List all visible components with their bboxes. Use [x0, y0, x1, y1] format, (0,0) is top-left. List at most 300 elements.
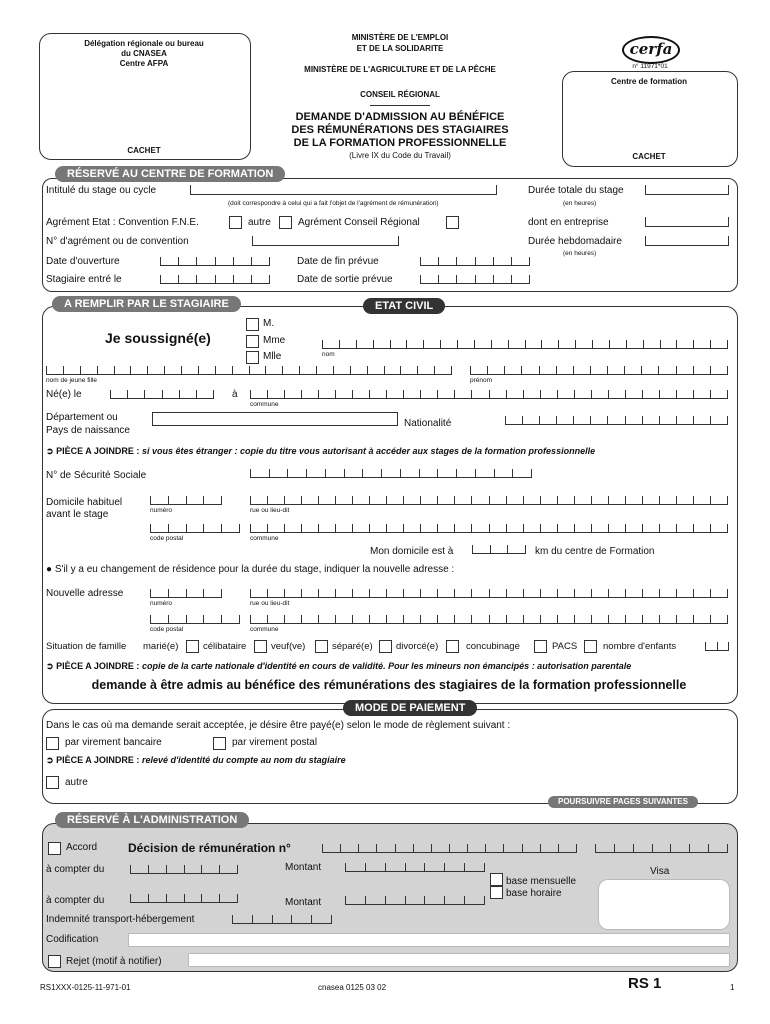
comb-tick [456, 469, 457, 478]
situation-celibataire-label: célibataire [203, 641, 247, 652]
comb-tick [590, 366, 591, 375]
comb-tick [710, 496, 711, 505]
nom-field[interactable] [322, 339, 728, 349]
comb-tick [642, 496, 643, 505]
comb-tick [522, 416, 523, 425]
comb-tick [607, 366, 608, 375]
comb-tick [437, 390, 438, 399]
comb-tick [166, 865, 167, 874]
comb-tick [727, 496, 728, 505]
comb-tick [203, 589, 204, 598]
left-cachet: CACHET [127, 146, 161, 155]
comb-tick [362, 469, 363, 478]
comb-tick [127, 390, 128, 399]
domicile-numero-field[interactable] [150, 495, 222, 505]
comb-tick [471, 589, 472, 598]
rejet-field[interactable] [188, 953, 730, 967]
comb-tick [539, 366, 540, 375]
comb-tick [63, 366, 64, 375]
base-horaire-label: base horaire [506, 888, 562, 899]
comb-tick [184, 894, 185, 903]
autre-checkbox[interactable] [279, 216, 292, 229]
comb-tick [367, 366, 368, 375]
comb-tick [403, 589, 404, 598]
distance-field[interactable] [472, 544, 526, 554]
comb-tick [540, 844, 541, 853]
comb-tick [162, 390, 163, 399]
comb-tick [464, 896, 465, 905]
duree-totale-field[interactable] [645, 185, 729, 195]
stagiaire-tab: A REMPLIR PAR LE STAGIAIRE [52, 296, 241, 312]
comb-tick [322, 340, 323, 349]
comb-tick [540, 615, 541, 624]
comb-tick [574, 496, 575, 505]
cerfa-logo: cerfa [622, 36, 680, 64]
comb-tick [676, 416, 677, 425]
comb-tick [490, 545, 491, 554]
comb-tick [540, 589, 541, 598]
comb-tick [322, 844, 323, 853]
comb-tick [221, 496, 222, 505]
comb-tick [575, 340, 576, 349]
a-compter-field[interactable] [130, 864, 238, 874]
administration-tab: RÉSERVÉ À L'ADMINISTRATION [55, 812, 249, 828]
comb-tick [369, 615, 370, 624]
date-naissance-field[interactable] [110, 389, 214, 399]
comb-tick [489, 524, 490, 533]
date-ouverture-field[interactable] [160, 256, 270, 266]
comb-tick [420, 615, 421, 624]
nom-jeune-fille-field[interactable] [46, 365, 452, 375]
comb-tick [676, 496, 677, 505]
comb-tick [318, 615, 319, 624]
comb-tick [521, 366, 522, 375]
stagiaire-entre-label: Stagiaire entré le [46, 274, 122, 285]
comb-tick [419, 469, 420, 478]
nom-label: nom [322, 351, 335, 358]
accord-checkbox[interactable] [48, 842, 61, 855]
fne-checkbox[interactable] [229, 216, 242, 229]
comb-tick [318, 496, 319, 505]
pays-label: Pays de naissance [46, 425, 130, 436]
decision-field[interactable] [322, 843, 577, 853]
comb-tick [660, 340, 661, 349]
comb-tick [386, 496, 387, 505]
comb-tick [434, 366, 435, 375]
comb-tick [249, 366, 250, 375]
code-postal-label: code postal [150, 535, 184, 542]
comb-tick [403, 496, 404, 505]
demande-admission: demande à être admis au bénéfice des rémunérations des stagiaires de la formation professionnelle [91, 678, 687, 692]
comb-tick [400, 469, 401, 478]
comb-tick [507, 545, 508, 554]
comb-tick [369, 589, 370, 598]
comb-tick [626, 340, 627, 349]
comb-tick [369, 496, 370, 505]
comb-tick [196, 390, 197, 399]
left-box-line1: Délégation régionale ou bureau [84, 39, 204, 48]
nouvelle-numero-label: numéro [150, 600, 173, 607]
nouvelle-cp-field[interactable] [150, 614, 240, 624]
comb-tick [574, 615, 575, 624]
visa-box[interactable] [598, 879, 730, 930]
domicile-cp-field[interactable] [150, 523, 240, 533]
comb-tick [522, 844, 523, 853]
comb-tick [625, 416, 626, 425]
situation-marie-checkbox[interactable] [186, 640, 199, 653]
comb-tick [318, 589, 319, 598]
comb-tick [454, 589, 455, 598]
comb-tick [420, 496, 421, 505]
situation-divorce-checkbox[interactable] [446, 640, 459, 653]
situation-separe-checkbox[interactable] [379, 640, 392, 653]
comb-tick [525, 545, 526, 554]
comb-tick [386, 615, 387, 624]
autre-label: autre [248, 217, 271, 228]
comb-tick [556, 416, 557, 425]
comb-tick [237, 865, 238, 874]
civilite-mme-label: Mme [263, 335, 286, 346]
nouvelle-commune-label: commune [250, 626, 279, 633]
comb-tick [184, 865, 185, 874]
comb-tick [438, 275, 439, 284]
date-sortie-label: Date de sortie prévue [297, 274, 393, 285]
etat-civil-tab: ETAT CIVIL [363, 298, 445, 314]
comb-tick [381, 469, 382, 478]
comb-tick [284, 615, 285, 624]
comb-tick [284, 390, 285, 399]
piece-identite-label: PIÈCE A JOINDRE : [56, 661, 140, 671]
situation-pacs-checkbox[interactable] [584, 640, 597, 653]
numero-label: numéro [150, 507, 173, 514]
comb-tick [494, 469, 495, 478]
comb-tick [454, 496, 455, 505]
comb-tick [659, 589, 660, 598]
comb-tick [676, 340, 677, 349]
arrow-icon: ➲ [46, 661, 54, 671]
situation-famille-label: Situation de famille [46, 641, 127, 652]
comb-tick [591, 524, 592, 533]
commune-label: commune [250, 401, 279, 408]
comb-tick [284, 496, 285, 505]
intitule-field[interactable] [190, 185, 497, 195]
comb-tick [558, 844, 559, 853]
comb-tick [221, 524, 222, 533]
comb-tick [590, 416, 591, 425]
comb-tick [710, 615, 711, 624]
domicile-label-1: Domicile habituel [46, 497, 123, 508]
base-mensuelle-checkbox[interactable] [490, 873, 503, 886]
nombre-enfants-label: nombre d'enfants [603, 641, 677, 652]
comb-tick [484, 896, 485, 905]
form-title-1: DEMANDE D'ADMISSION AU BÉNÉFICE [295, 111, 505, 123]
civilite-mme-checkbox[interactable] [246, 335, 259, 348]
comb-tick [424, 896, 425, 905]
comb-tick [471, 524, 472, 533]
comb-tick [384, 366, 385, 375]
comb-tick [491, 340, 492, 349]
comb-tick [221, 615, 222, 624]
comb-tick [400, 366, 401, 375]
situation-concubinage-checkbox[interactable] [534, 640, 547, 653]
codification-field[interactable] [128, 933, 730, 947]
agrement-cr-checkbox[interactable] [446, 216, 459, 229]
duree-hebdo-unit: (en heures) [563, 250, 597, 257]
comb-tick [335, 615, 336, 624]
comb-tick [239, 615, 240, 624]
situation-veuf-checkbox[interactable] [315, 640, 328, 653]
poursuivre-badge: POURSUIVRE PAGES SUIVANTES [548, 796, 698, 808]
comb-tick [659, 524, 660, 533]
nouvelle-numero-field[interactable] [150, 588, 222, 598]
comb-tick [489, 496, 490, 505]
a-compter2-field[interactable] [130, 893, 238, 903]
comb-tick [420, 275, 421, 284]
comb-tick [523, 524, 524, 533]
right-cachet: CACHET [632, 152, 666, 161]
comb-tick [267, 390, 268, 399]
comb-tick [676, 390, 677, 399]
piece-etranger-text: si vous êtes étranger : copie du titre vous autorisant à accéder aux stages de la formation professionnelle [141, 446, 596, 456]
comb-tick [556, 366, 557, 375]
comb-tick [166, 894, 167, 903]
base-horaire-checkbox[interactable] [490, 886, 503, 899]
comb-tick [181, 366, 182, 375]
paiement-autre-checkbox[interactable] [46, 776, 59, 789]
comb-tick [693, 390, 694, 399]
comb-tick [130, 894, 131, 903]
comb-tick [213, 390, 214, 399]
comb-tick [642, 524, 643, 533]
piece-identite [46, 661, 631, 672]
comb-tick [269, 257, 270, 266]
nationalite-field[interactable] [505, 415, 728, 425]
date-fin-label: Date de fin prévue [297, 256, 379, 267]
comb-tick [659, 390, 660, 399]
comb-tick [523, 615, 524, 624]
civilite-m-checkbox[interactable] [246, 318, 259, 331]
comb-tick [352, 615, 353, 624]
rejet-checkbox[interactable] [48, 955, 61, 968]
comb-tick [369, 390, 370, 399]
domicile-commune-field[interactable] [250, 523, 728, 533]
comb-tick [178, 275, 179, 284]
comb-tick [417, 366, 418, 375]
comb-tick [557, 615, 558, 624]
num-agrement-field[interactable] [252, 236, 399, 246]
comb-tick [710, 589, 711, 598]
nombre-enfants-field[interactable] [705, 641, 729, 651]
comb-tick [607, 416, 608, 425]
comb-tick [215, 275, 216, 284]
situation-concubinage-label: concubinage [466, 641, 520, 652]
comb-tick [641, 366, 642, 375]
duree-totale-label: Durée totale du stage [528, 185, 624, 196]
comb-tick [471, 496, 472, 505]
piece-etranger-label: PIÈCE A JOINDRE : [56, 446, 140, 456]
comb-tick [705, 642, 706, 651]
nouvelle-commune-field[interactable] [250, 614, 728, 624]
comb-tick [237, 894, 238, 903]
comb-tick [531, 469, 532, 478]
situation-celibataire-checkbox[interactable] [254, 640, 267, 653]
comb-tick [301, 390, 302, 399]
nouvelle-rue-field[interactable] [250, 588, 728, 598]
prenom-label: prénom [470, 377, 493, 384]
comb-tick [344, 469, 345, 478]
comb-tick [456, 275, 457, 284]
comb-tick [727, 390, 728, 399]
comb-tick [529, 257, 530, 266]
form-subtitle: (Livre IX du Code du Travail) [349, 151, 451, 160]
comb-tick [451, 366, 452, 375]
domicile-rue-field[interactable] [250, 495, 728, 505]
situation-divorce-label: divorcé(e) [396, 641, 439, 652]
duree-hebdo-field[interactable] [645, 236, 729, 246]
comb-tick [727, 844, 728, 853]
comb-tick [203, 524, 204, 533]
date-sortie-field[interactable] [420, 274, 530, 284]
comb-tick [318, 390, 319, 399]
comb-tick [437, 524, 438, 533]
comb-tick [557, 524, 558, 533]
comb-tick [608, 589, 609, 598]
comb-tick [284, 589, 285, 598]
stagiaire-entre-field[interactable] [160, 274, 270, 284]
comb-tick [373, 340, 374, 349]
piece-rib [46, 755, 346, 766]
civilite-mlle-checkbox[interactable] [246, 351, 259, 364]
comb-tick [504, 366, 505, 375]
comb-tick [457, 340, 458, 349]
comb-tick [420, 390, 421, 399]
comb-tick [693, 615, 694, 624]
comb-tick [438, 257, 439, 266]
comb-tick [168, 524, 169, 533]
comb-tick [215, 366, 216, 375]
comb-tick [221, 589, 222, 598]
ministry-emploi-1: MINISTÈRE DE L'EMPLOI [351, 33, 449, 42]
piece-rib-label: PIÈCE A JOINDRE : [56, 755, 140, 765]
comb-tick [250, 469, 251, 478]
arrow-icon: ➲ [46, 755, 54, 765]
comb-tick [529, 275, 530, 284]
footer-rs: RS 1 [628, 975, 662, 992]
comb-tick [335, 390, 336, 399]
montant2-field[interactable] [345, 895, 485, 905]
nouvelle-cp-label: code postal [150, 626, 184, 633]
virement-bancaire-checkbox[interactable] [46, 737, 59, 750]
rue-label: rue ou lieu-dit [250, 507, 290, 514]
dont-entreprise-field[interactable] [645, 217, 729, 227]
comb-tick [693, 524, 694, 533]
comb-tick [356, 340, 357, 349]
ne-le-label: Né(e) le [46, 389, 82, 400]
comb-tick [352, 589, 353, 598]
comb-tick [608, 615, 609, 624]
comb-tick [201, 865, 202, 874]
conseil-regional: CONSEIL RÉGIONAL [360, 90, 440, 99]
comb-tick [424, 863, 425, 872]
comb-tick [659, 416, 660, 425]
comb-tick [523, 589, 524, 598]
changement-residence: ● S'il y a eu changement de résidence pour la durée du stage, indiquer la nouvelle adresse : [46, 564, 455, 575]
comb-tick [474, 340, 475, 349]
comb-tick [339, 340, 340, 349]
base-mensuelle-label: base mensuelle [506, 876, 577, 887]
montant-label: Montant [285, 862, 322, 873]
comb-tick [301, 496, 302, 505]
comb-tick [558, 340, 559, 349]
comb-tick [301, 589, 302, 598]
comb-tick [540, 524, 541, 533]
comb-tick [269, 469, 270, 478]
comb-tick [489, 589, 490, 598]
comb-tick [642, 390, 643, 399]
comb-tick [350, 366, 351, 375]
comb-tick [591, 589, 592, 598]
comb-tick [624, 366, 625, 375]
montant-field[interactable] [345, 862, 485, 872]
comb-tick [642, 416, 643, 425]
footer-ref: RS1XXX-0125-11-971-01 [40, 983, 131, 992]
comb-tick [608, 496, 609, 505]
intitule-note: (doit correspondre à celui qui a fait l'objet de l'agrément de rémunération) [228, 200, 439, 207]
comb-tick [403, 524, 404, 533]
comb-tick [233, 275, 234, 284]
comb-tick [267, 496, 268, 505]
comb-tick [333, 366, 334, 375]
indemnite-field[interactable] [232, 914, 332, 924]
situation-marie-label: marié(e) [143, 641, 179, 652]
comb-tick [710, 524, 711, 533]
comb-tick [710, 390, 711, 399]
comb-tick [437, 469, 438, 478]
comb-tick [508, 340, 509, 349]
comb-tick [331, 915, 332, 924]
comb-tick [489, 390, 490, 399]
comb-tick [693, 366, 694, 375]
paiement-tab: MODE DE PAIEMENT [343, 700, 477, 716]
num-agrement-label: N° d'agrément ou de convention [46, 236, 189, 247]
virement-postal-checkbox[interactable] [213, 737, 226, 750]
pays-naissance-field[interactable] [152, 412, 398, 426]
comb-tick [475, 275, 476, 284]
comb-tick [301, 524, 302, 533]
comb-tick [306, 469, 307, 478]
comb-tick [301, 615, 302, 624]
virement-bancaire-label: par virement bancaire [65, 737, 162, 748]
comb-tick [512, 469, 513, 478]
paiement-intro: Dans le cas où ma demande serait acceptée, je désire être payé(e) selon le mode de règlement suivant : [46, 720, 511, 731]
montant2-label: Montant [285, 897, 322, 908]
comb-tick [80, 366, 81, 375]
ministry-emploi-2: ET DE LA SOLIDARITE [356, 44, 444, 53]
comb-tick [265, 366, 266, 375]
comb-tick [576, 844, 577, 853]
comb-tick [386, 390, 387, 399]
duree-totale-unit: (en heures) [563, 200, 597, 207]
je-soussigne: Je soussigné(e) [105, 330, 211, 346]
prenom-field[interactable] [470, 365, 728, 375]
date-fin-field[interactable] [420, 256, 530, 266]
commune-naissance-field[interactable] [250, 389, 728, 399]
comb-tick [233, 257, 234, 266]
decision-field-2[interactable] [595, 843, 728, 853]
comb-tick [506, 496, 507, 505]
secu-field[interactable] [250, 468, 532, 478]
paiement-autre-label: autre [65, 777, 88, 788]
